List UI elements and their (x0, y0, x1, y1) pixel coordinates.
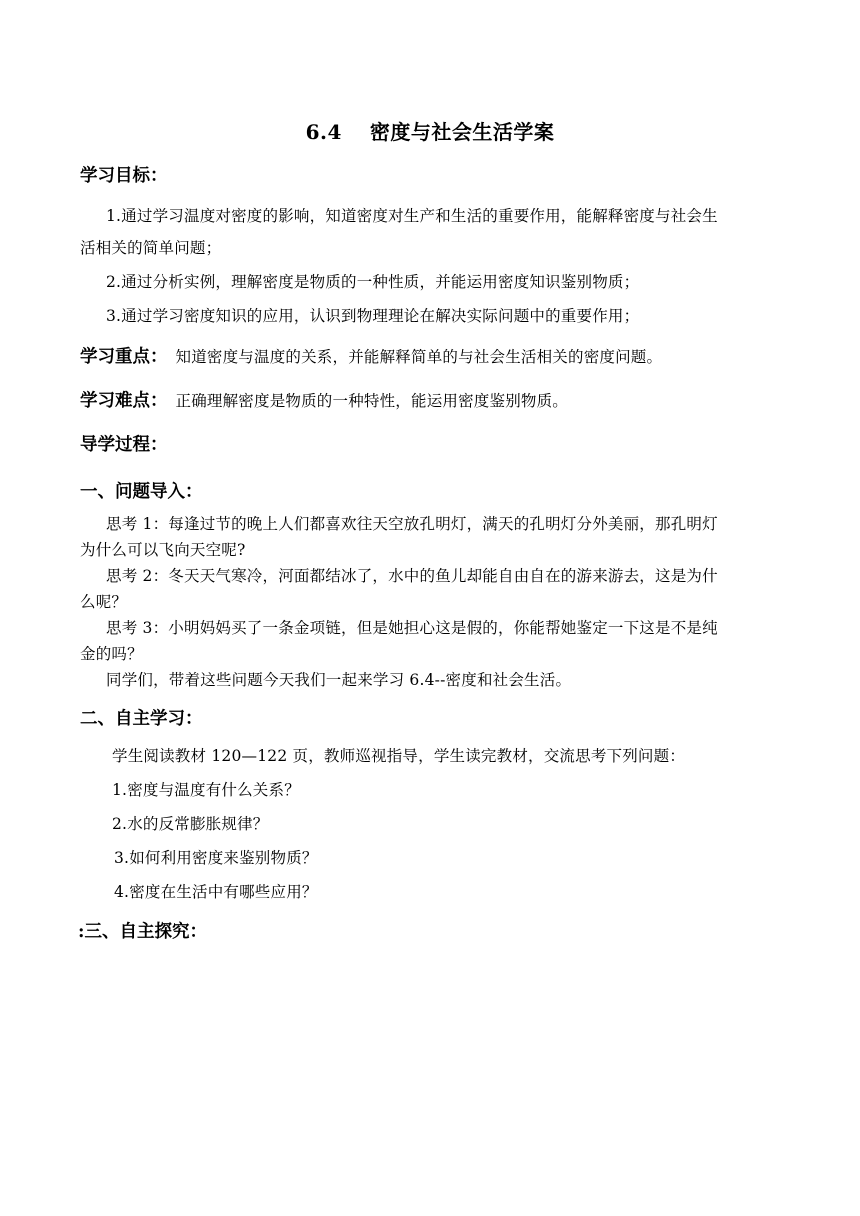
question-4: 4.密度在生活中有哪些应用？ (114, 883, 318, 901)
key-point-row (80, 343, 662, 368)
think-2-line-2: 么呢？ (80, 593, 128, 611)
think-2-line-1: 思考 2：冬天天气寒冷，河面都结冰了，水中的鱼儿却能自由自在的游来游去，这是为什 (106, 567, 718, 585)
question-3: 3.如何利用密度来鉴别物质？ (114, 849, 318, 867)
think-3-line-2: 金的吗？ (80, 645, 143, 663)
objective-item-2: 2.通过分析实例，理解密度是物质的一种性质，并能运用密度知识鉴别物质； (106, 273, 640, 291)
process-heading: 导学过程： (80, 435, 168, 455)
difficulty-row (80, 387, 568, 412)
think-3-line-1: 思考 3：小明妈妈买了一条金项链，但是她担心这是假的，你能帮她鉴定一下这是不是纯 (106, 619, 718, 637)
section-1-heading: 一、问题导入： (80, 482, 203, 502)
key-point-text: 知道密度与温度的关系，并能解释简单的与社会生活相关的密度问题。 (175, 348, 663, 366)
key-point-label: 学习重点： (80, 347, 168, 367)
think-1-line-2: 为什么可以飞向天空呢? (80, 541, 246, 559)
objective-item-1-line-2: 活相关的简单问题； (80, 239, 222, 257)
question-1: 1.密度与温度有什么关系？ (112, 781, 300, 799)
section-1-closing: 同学们，带着这些问题今天我们一起来学习 6.4--密度和社会生活。 (106, 671, 572, 689)
question-2: 2.水的反常膨胀规律？ (112, 815, 269, 833)
section-2-heading: 二、自主学习： (80, 709, 203, 729)
difficulty-text: 正确理解密度是物质的一种特性，能运用密度鉴别物质。 (175, 392, 569, 410)
objective-item-1-line-1: 1.通过学习温度对密度的影响，知道密度对生产和生活的重要作用，能解释密度与社会生 (106, 207, 718, 225)
section-2-intro: 学生阅读教材 120—122 页，教师巡视指导，学生读完教材，交流思考下列问题： (112, 747, 686, 765)
difficulty-label: 学习难点： (80, 391, 168, 411)
objective-item-3: 3.通过学习密度知识的应用，认识到物理理论在解决实际问题中的重要作用； (106, 307, 640, 325)
think-1-line-1: 思考 1：每逢过节的晚上人们都喜欢往天空放孔明灯，满天的孔明灯分外美丽，那孔明灯 (106, 515, 718, 533)
section-3-heading: :三、自主探究： (78, 922, 207, 942)
document-title: 6.4 密度与社会生活学案 (305, 120, 555, 144)
objectives-heading: 学习目标： (80, 166, 168, 186)
